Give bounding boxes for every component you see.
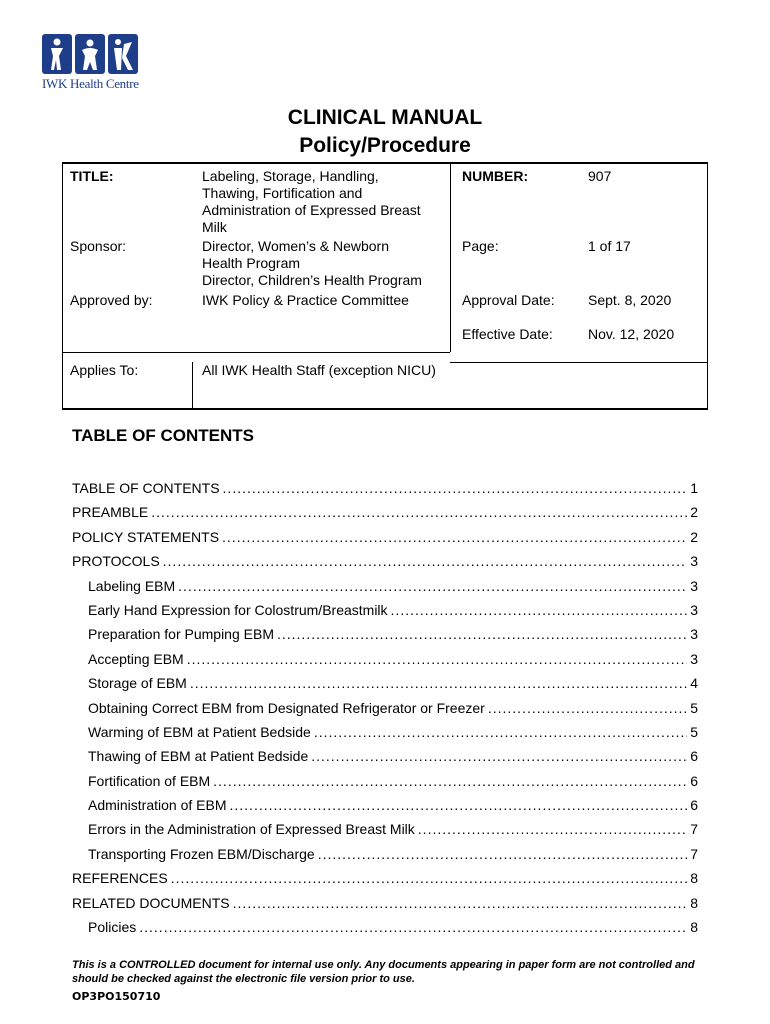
approved-by-value: IWK Policy & Practice Committee bbox=[202, 292, 409, 308]
page-value: 1 of 17 bbox=[588, 238, 631, 254]
approval-date-label: Approval Date: bbox=[462, 292, 555, 308]
toc-entry[interactable] bbox=[72, 553, 698, 577]
toc-leader-dots bbox=[488, 700, 687, 716]
policy-info-table bbox=[62, 162, 708, 410]
toc-entry-page: 8 bbox=[690, 894, 698, 911]
toc-entry[interactable] bbox=[72, 504, 698, 528]
table-border-right bbox=[707, 162, 708, 410]
toc-entry-title: TABLE OF CONTENTS bbox=[72, 480, 220, 496]
controlled-document-note: This is a CONTROLLED document for internal use only. Any documents appearing in paper form are not controlled and should be checked against the electronic file version prior to use. bbox=[72, 959, 695, 985]
approved-by-label: Approved by: bbox=[70, 292, 153, 308]
toc-entry[interactable] bbox=[72, 700, 698, 724]
toc-entry-title: Warming of EBM at Patient Bedside bbox=[88, 723, 311, 740]
toc-leader-dots bbox=[139, 919, 687, 935]
toc-list bbox=[72, 480, 698, 943]
toc-entry-page: 8 bbox=[690, 919, 698, 936]
toc-entry-title: Thawing of EBM at Patient Bedside bbox=[88, 748, 309, 765]
toc-entry-page: 2 bbox=[690, 528, 698, 545]
toc-entry-page: 8 bbox=[690, 870, 698, 887]
toc-leader-dots bbox=[311, 748, 687, 764]
logo-org-name: IWK Health Centre bbox=[42, 76, 139, 91]
toc-entry[interactable] bbox=[72, 846, 698, 870]
toc-entry-title: Labeling EBM bbox=[88, 577, 176, 594]
toc-entry[interactable] bbox=[72, 626, 698, 650]
toc-entry-page: 1 bbox=[690, 480, 698, 496]
iwk-logo-mark-icon bbox=[42, 34, 140, 74]
toc-entry[interactable] bbox=[72, 578, 698, 602]
toc-entry-page: 3 bbox=[690, 626, 698, 643]
toc-entry-page: 6 bbox=[690, 772, 698, 789]
toc-entry[interactable] bbox=[72, 651, 698, 675]
toc-entry[interactable] bbox=[72, 895, 698, 919]
toc-leader-dots bbox=[318, 846, 688, 862]
table-border-bottom bbox=[62, 408, 708, 410]
toc-entry-title: Transporting Frozen EBM/Discharge bbox=[88, 845, 315, 862]
toc-entry-page: 3 bbox=[690, 577, 698, 594]
manual-title: CLINICAL MANUAL bbox=[287, 106, 483, 129]
manual-subtitle: Policy/Procedure bbox=[299, 134, 471, 157]
document-code: OP3PO150710 bbox=[72, 990, 161, 1003]
toc-entry[interactable] bbox=[72, 919, 698, 943]
toc-entry[interactable] bbox=[72, 773, 698, 797]
toc-entry[interactable] bbox=[72, 529, 698, 553]
toc-leader-dots bbox=[187, 651, 687, 667]
toc-entry-page: 3 bbox=[690, 601, 698, 618]
toc-entry-page: 6 bbox=[690, 797, 698, 814]
toc-heading: TABLE OF CONTENTS bbox=[72, 426, 254, 445]
table-border-left bbox=[62, 162, 63, 410]
sponsor-value bbox=[202, 238, 452, 289]
toc-leader-dots bbox=[151, 504, 687, 520]
title-value bbox=[202, 168, 452, 236]
title-line: Labeling, Storage, Handling, bbox=[202, 168, 379, 184]
toc-entry-title: Errors in the Administration of Expressed Breast Milk bbox=[88, 821, 415, 838]
toc-entry-page: 4 bbox=[690, 675, 698, 692]
toc-entry-page: 6 bbox=[690, 748, 698, 765]
applies-to-value: All IWK Health Staff (exception NICU) bbox=[202, 362, 436, 378]
title-line: Thawing, Fortification and bbox=[202, 185, 363, 201]
toc-leader-dots bbox=[163, 553, 688, 569]
toc-entry[interactable] bbox=[72, 480, 698, 504]
title-line: Milk bbox=[202, 219, 227, 235]
table-divider-label bbox=[192, 362, 193, 410]
toc-leader-dots bbox=[314, 724, 687, 740]
toc-entry[interactable] bbox=[72, 797, 698, 821]
toc-entry[interactable] bbox=[72, 675, 698, 699]
iwk-logo bbox=[42, 34, 142, 94]
effective-date-label: Effective Date: bbox=[462, 326, 553, 342]
toc-entry-page: 7 bbox=[690, 845, 698, 862]
toc-entry-title: Accepting EBM bbox=[88, 650, 184, 667]
toc-entry-title: REFERENCES bbox=[72, 870, 168, 887]
toc-entry-title: PROTOCOLS bbox=[72, 553, 160, 570]
toc-entry-page: 5 bbox=[690, 699, 698, 716]
sponsor-line: Director, Children’s Health Program bbox=[202, 272, 422, 288]
page-label: Page: bbox=[462, 238, 499, 254]
sponsor-label: Sponsor: bbox=[70, 238, 127, 254]
toc-leader-dots bbox=[190, 675, 687, 691]
toc-leader-dots bbox=[223, 480, 688, 496]
toc-entry-page: 3 bbox=[690, 650, 698, 667]
toc-entry[interactable] bbox=[72, 748, 698, 772]
toc-entry-title: POLICY STATEMENTS bbox=[72, 528, 220, 545]
toc-leader-dots bbox=[277, 626, 687, 642]
toc-entry-title: Obtaining Correct EBM from Designated Refrigerator or Freezer bbox=[88, 699, 485, 716]
toc-entry-title: Preparation for Pumping EBM bbox=[88, 626, 274, 643]
sponsor-line: Director, Women’s & Newborn bbox=[202, 238, 389, 254]
title-line: Administration of Expressed Breast bbox=[202, 202, 421, 218]
applies-to-label: Applies To: bbox=[70, 362, 139, 378]
toc-entry-title: Administration of EBM bbox=[88, 797, 227, 814]
table-divider-horizontal bbox=[62, 352, 450, 353]
sponsor-line: Health Program bbox=[202, 255, 301, 271]
toc-leader-dots bbox=[233, 895, 688, 911]
title-label: TITLE: bbox=[70, 168, 114, 184]
toc-leader-dots bbox=[222, 529, 687, 545]
toc-entry-page: 7 bbox=[690, 821, 698, 838]
number-value: 907 bbox=[588, 168, 612, 184]
number-label: NUMBER: bbox=[462, 168, 529, 184]
toc-leader-dots bbox=[178, 578, 687, 594]
toc-entry-page: 2 bbox=[690, 504, 698, 521]
toc-leader-dots bbox=[213, 773, 687, 789]
toc-leader-dots bbox=[391, 602, 688, 618]
toc-leader-dots bbox=[230, 797, 688, 813]
toc-entry-title: Fortification of EBM bbox=[88, 772, 211, 789]
table-border-top bbox=[62, 162, 708, 164]
toc-leader-dots bbox=[418, 821, 687, 837]
toc-entry-title: Early Hand Expression for Colostrum/Breastmilk bbox=[88, 601, 388, 618]
toc-entry-page: 3 bbox=[690, 553, 698, 570]
toc-entry-title: PREAMBLE bbox=[72, 504, 149, 521]
toc-entry-page: 5 bbox=[690, 723, 698, 740]
toc-entry[interactable] bbox=[72, 821, 698, 845]
table-divider-horizontal-right bbox=[450, 362, 708, 363]
toc-entry[interactable] bbox=[72, 870, 698, 894]
toc-entry-title: Storage of EBM bbox=[88, 675, 187, 692]
toc-leader-dots bbox=[171, 870, 688, 886]
effective-date-value: Nov. 12, 2020 bbox=[588, 326, 675, 342]
toc-entry-title: RELATED DOCUMENTS bbox=[72, 894, 230, 911]
toc-entry[interactable] bbox=[72, 602, 698, 626]
toc-entry-title: Policies bbox=[88, 919, 137, 936]
approval-date-value: Sept. 8, 2020 bbox=[588, 292, 672, 308]
toc-entry[interactable] bbox=[72, 724, 698, 748]
